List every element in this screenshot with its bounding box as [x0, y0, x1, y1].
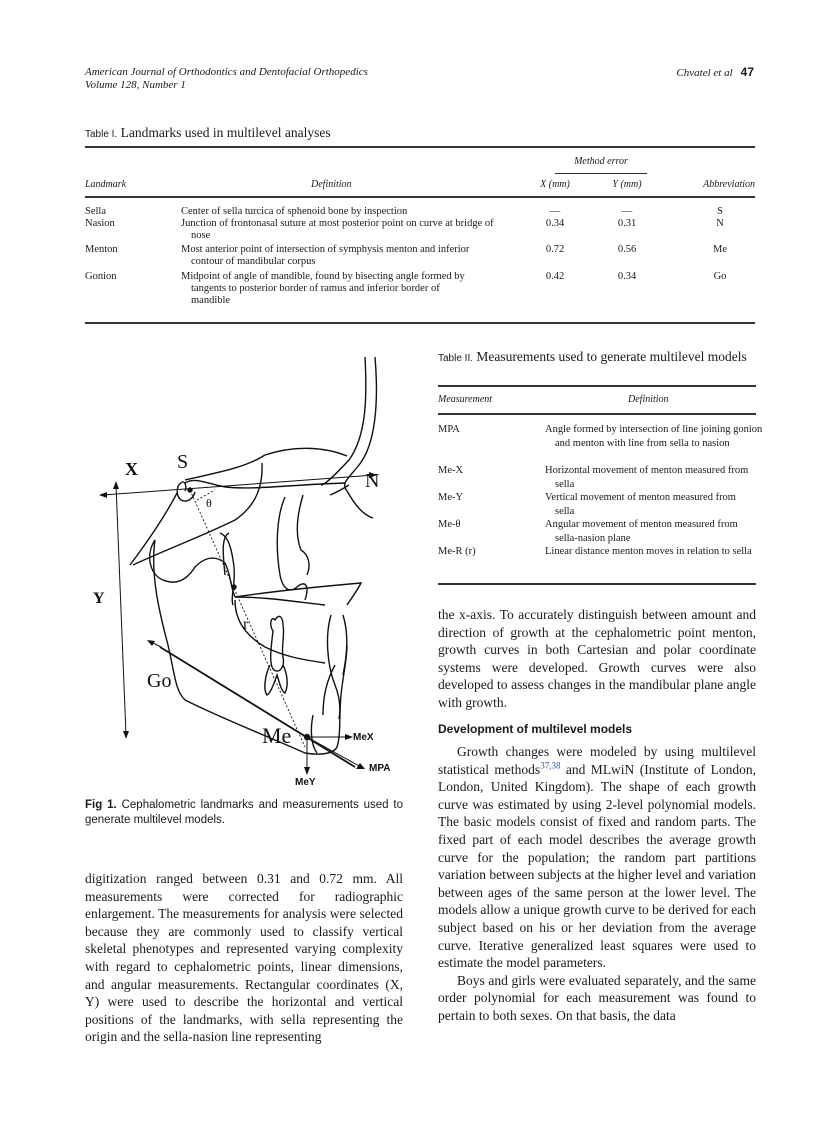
label-go: Go — [147, 670, 172, 692]
cell-definition: Vertical movement of menton measured from sella — [545, 492, 736, 517]
figure-1-caption — [85, 798, 403, 828]
label-mey: MeY — [295, 777, 316, 785]
table1 — [85, 146, 755, 324]
table2-title — [438, 348, 756, 367]
cephalometric-tracing — [85, 335, 410, 785]
cell-y: 0.34 — [617, 271, 637, 282]
paragraph-text: and MLwiN (Institute of London, London, United Kingdom). The shape of each growth curve was estimated by using 2-level polynomial models. The basic models consist of fixed and random parts. The fixed part of each model describes the average growth curve for the population; the random part partitions variation between subjects at the higher level and variation between ages of the same person at the lower level. The models allow a unique growth curve to be derived for each subject based on his or her deviation from the average curve. Iterative generalized least squares were used to estimate the model parameters. — [438, 761, 756, 971]
label-mex: MeX — [353, 732, 374, 743]
cell-landmark: Menton — [85, 244, 118, 255]
cell-landmark: Nasion — [85, 218, 115, 229]
cell-definition: Linear distance menton moves in relation to sella — [545, 546, 752, 557]
cell-definition: Center of sella turcica of sphenoid bone by inspection — [181, 206, 408, 217]
table2 — [438, 385, 763, 585]
col-definition: Definition — [628, 394, 669, 405]
cell-abbr: N — [716, 218, 724, 229]
cell-y: 0.56 — [617, 244, 637, 255]
label-me: Me — [262, 723, 292, 748]
table1-caption: Landmarks used in multilevel analyses — [120, 125, 331, 140]
table1-label: Table I. — [85, 129, 118, 140]
label-n: N — [365, 470, 380, 492]
running-header-journal — [85, 66, 368, 92]
cell-y: — — [621, 206, 633, 217]
paragraph: digitization ranged between 0.31 and 0.72 mm. All measurements were corrected for radiographic enlargement. The measurements for analysis were selected because they are commonly used to classify vertical skeletal phenotypes and represented varying complexity with regard to cephalometric points, linear dimensions, and angular measurements. Rectangular coordinates (X, Y) were used to describe the horizontal and vertical positions of the landmarks, with sella representing the origin and the sella-nasion line representing — [85, 871, 403, 1045]
cell-abbr: Go — [713, 271, 727, 282]
figure-1-cephalogram — [85, 335, 410, 785]
cell-x: 0.72 — [545, 244, 565, 255]
method-error-rule — [555, 173, 647, 174]
col-abbreviation: Abbreviation — [703, 179, 755, 190]
label-r: r — [243, 616, 249, 633]
cell-measurement: Me-Y — [438, 492, 464, 503]
cell-x: 0.42 — [545, 271, 565, 282]
section-heading: Development of multilevel models — [438, 722, 633, 736]
table1-body — [85, 198, 755, 324]
label-theta: θ — [206, 496, 212, 510]
cell-definition: Angle formed by intersection of line joining gonion and menton with line from sella to nasion — [545, 424, 763, 449]
table2-header — [438, 385, 756, 415]
cell-definition: Horizontal movement of menton measured from sella — [545, 465, 749, 490]
cell-x: 0.34 — [545, 218, 565, 229]
method-error-header: Method error — [574, 156, 628, 167]
right-column-text-1 — [438, 606, 756, 712]
cell-x: — — [549, 206, 561, 217]
figure-caption-label: Fig 1. — [85, 799, 117, 811]
col-definition: Definition — [311, 179, 352, 190]
col-landmark: Landmark — [85, 179, 127, 190]
cell-measurement: MPA — [438, 424, 460, 435]
cell-definition: Angular movement of menton measured from sella-nasion plane — [545, 519, 738, 544]
author-label: Chvatel et al — [676, 67, 733, 79]
label-x: X — [125, 459, 138, 479]
page-number: 47 — [740, 65, 754, 79]
col-measurement: Measurement — [438, 394, 493, 405]
table2-caption: Measurements used to generate multilevel models — [476, 349, 747, 364]
citation-link[interactable]: 37,38 — [540, 760, 561, 771]
running-header-right — [676, 66, 754, 80]
paragraph-text: Growth changes were modeled by using multilevel statistical methods — [438, 744, 756, 777]
cell-definition: Junction of frontonasal suture at most posterior point on curve at bridge of nose — [181, 218, 494, 241]
cell-measurement: Me-R (r) — [438, 546, 476, 557]
label-mpa: MPA — [369, 763, 391, 774]
cell-y: 0.31 — [617, 218, 637, 229]
label-y: Y — [93, 590, 105, 607]
col-x: X (mm) — [540, 179, 570, 190]
table1-header — [85, 146, 755, 198]
journal-volume: Volume 128, Number 1 — [85, 79, 186, 91]
cell-landmark: Gonion — [85, 271, 117, 282]
right-column-text-2 — [438, 743, 756, 1025]
journal-title: American Journal of Orthodontics and Dentofacial Orthopedics — [85, 66, 368, 78]
paragraph: Boys and girls were evaluated separately, and the same order polynomial for each measurement was found to pertain to both sexes. On that basis, the data — [438, 972, 756, 1023]
table1-title — [85, 125, 331, 141]
paragraph: the x-axis. To accurately distinguish between amount and direction of growth at the cephalometric point menton, growth curves in both Cartesian and polar coordinate systems were developed. Growth curves were also developed to assess changes in the mandibular plane angle with growth. — [438, 607, 756, 710]
left-column-text — [85, 870, 403, 1046]
label-s: S — [177, 451, 189, 473]
table2-body — [438, 415, 763, 585]
cell-definition: Most anterior point of intersection of symphysis menton and inferior contour of mandibular corpus — [181, 244, 470, 267]
col-y: Y (mm) — [612, 179, 642, 190]
cell-measurement: Me-X — [438, 465, 464, 476]
cell-definition: Midpoint of angle of mandible, found by bisecting angle formed by tangents to posterior border of ramus and inferior border of mandible — [181, 271, 465, 306]
cell-abbr: Me — [713, 244, 727, 255]
paragraph — [438, 743, 756, 972]
cell-landmark: Sella — [85, 206, 106, 217]
cell-measurement: Me-θ — [438, 519, 461, 530]
table2-label: Table II. — [438, 353, 474, 364]
figure-caption-text: Cephalometric landmarks and measurements used to generate multilevel models. — [85, 799, 403, 826]
cell-abbr: S — [717, 206, 723, 217]
